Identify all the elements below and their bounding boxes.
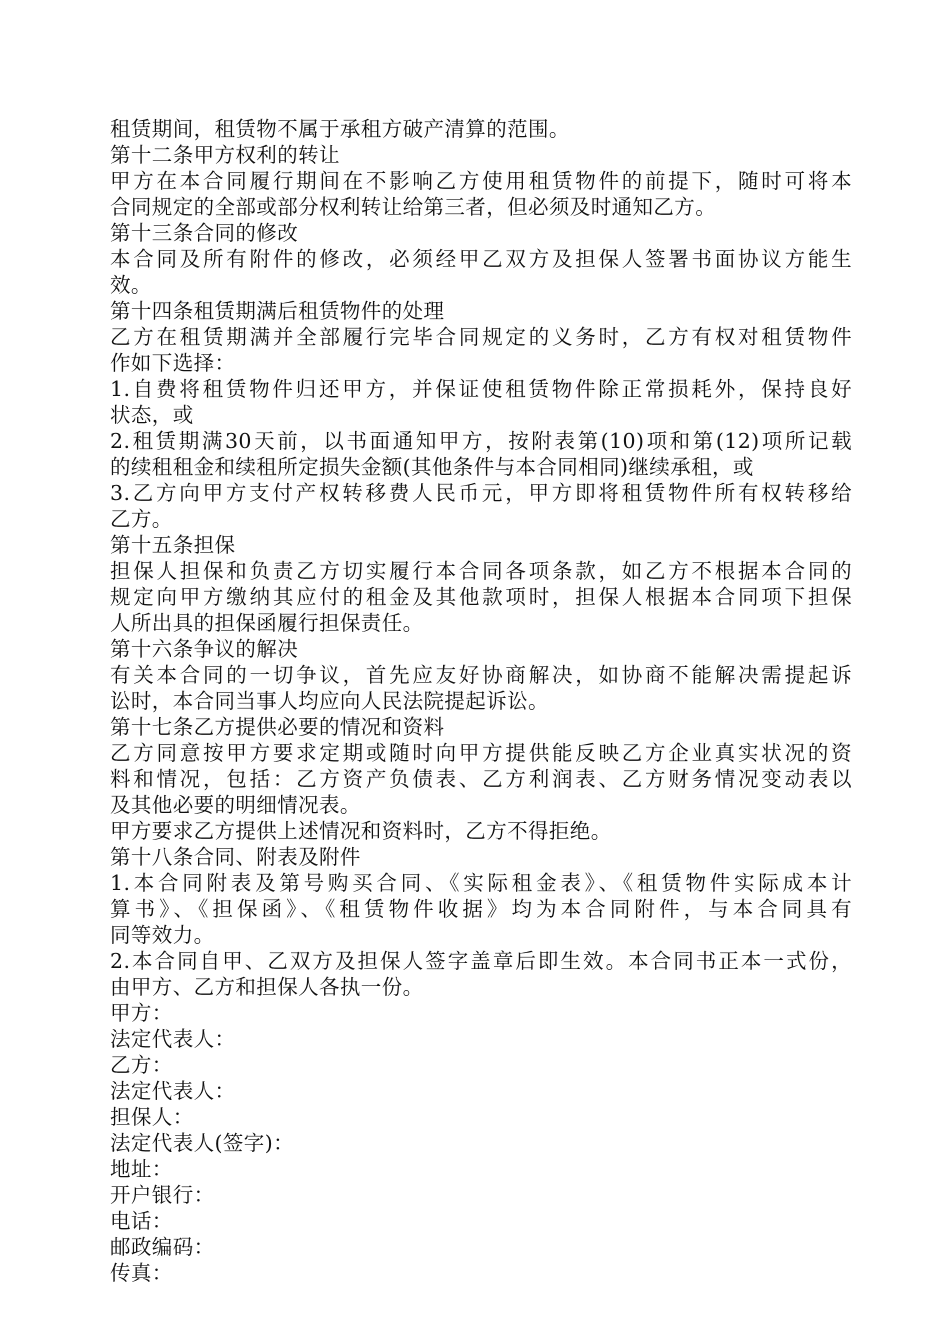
- document-text-line: 第十二条甲方权利的转让: [110, 143, 340, 167]
- document-text-line: 租赁期间，租赁物不属于承租方破产清算的范围。: [110, 117, 570, 141]
- document-text-line: 由甲方、乙方和担保人各执一份。: [110, 975, 424, 999]
- document-text-line: 第十六条争议的解决: [110, 637, 299, 661]
- document-text-line: 作如下选择：: [110, 351, 236, 375]
- document-text-line: 1.自费将租赁物件归还甲方，并保证使租赁物件除正常损耗外，保持良好: [110, 377, 852, 401]
- document-text-line: 第十四条租赁期满后租赁物件的处理: [110, 299, 445, 323]
- document-text-line: 规定向甲方缴纳其应付的租金及其他款项时，担保人根据本合同项下担保: [110, 585, 852, 609]
- document-text-line: 乙方。: [110, 507, 173, 531]
- document-text-line: 电话：: [110, 1209, 173, 1233]
- document-text-line: 同等效力。: [110, 923, 215, 947]
- document-text-line: 效。: [110, 273, 152, 297]
- document-text-line: 担保人担保和负责乙方切实履行本合同各项条款，如乙方不根据本合同的: [110, 559, 852, 583]
- document-text-line: 2.租赁期满30天前，以书面通知甲方，按附表第(10)项和第(12)项所记载: [110, 429, 852, 453]
- document-text-line: 合同规定的全部或部分权利转让给第三者，但必须及时通知乙方。: [110, 195, 717, 219]
- document-text-line: 法定代表人(签字)：: [110, 1131, 294, 1155]
- document-text-line: 乙方同意按甲方要求定期或随时向甲方提供能反映乙方企业真实状况的资: [110, 741, 852, 765]
- document-text-line: 有关本合同的一切争议，首先应友好协商解决，如协商不能解决需提起诉: [110, 663, 852, 687]
- document-text-line: 法定代表人：: [110, 1079, 236, 1103]
- document-text-line: 甲方在本合同履行期间在不影响乙方使用租赁物件的前提下，随时可将本: [110, 169, 852, 193]
- document-text-line: 乙方：: [110, 1053, 173, 1077]
- document-text-line: 1.本合同附表及第号购买合同、《实际租金表》、《租赁物件实际成本计: [110, 871, 852, 895]
- document-text-line: 的续租租金和续租所定损失金额(其他条件与本合同相同)继续承租，或: [110, 455, 754, 479]
- document-text-line: 法定代表人：: [110, 1027, 236, 1051]
- document-text-line: 3.乙方向甲方支付产权转移费人民币元，甲方即将租赁物件所有权转移给: [110, 481, 852, 505]
- document-text-line: 乙方在租赁期满并全部履行完毕合同规定的义务时，乙方有权对租赁物件: [110, 325, 852, 349]
- document-text-line: 第十三条合同的修改: [110, 221, 299, 245]
- document-text-line: 人所出具的担保函履行担保责任。: [110, 611, 424, 635]
- document-text-line: 开户银行：: [110, 1183, 215, 1207]
- document-body: [110, 116, 852, 1286]
- document-text-line: 甲方要求乙方提供上述情况和资料时，乙方不得拒绝。: [110, 819, 612, 843]
- document-text-line: 状态，或: [110, 403, 194, 427]
- document-text-line: 地址：: [110, 1157, 173, 1181]
- document-text-line: 讼时，本合同当事人均应向人民法院提起诉讼。: [110, 689, 549, 713]
- document-text-line: 第十八条合同、附表及附件: [110, 845, 361, 869]
- document-text-line: 及其他必要的明细情况表。: [110, 793, 361, 817]
- document-text-line: 邮政编码：: [110, 1235, 215, 1259]
- document-text-line: 料和情况，包括：乙方资产负债表、乙方利润表、乙方财务情况变动表以: [110, 767, 852, 791]
- document-text-line: 担保人：: [110, 1105, 194, 1129]
- document-text-line: 第十五条担保: [110, 533, 236, 557]
- document-text-line: 第十七条乙方提供必要的情况和资料: [110, 715, 445, 739]
- document-text-line: 算书》、《担保函》、《租赁物件收据》均为本合同附件，与本合同具有: [110, 897, 852, 921]
- document-text-line: 2.本合同自甲、乙双方及担保人签字盖章后即生效。本合同书正本一式份，: [110, 949, 852, 973]
- document-text-line: 本合同及所有附件的修改，必须经甲乙双方及担保人签署书面协议方能生: [110, 247, 852, 271]
- document-text-line: 甲方：: [110, 1001, 173, 1025]
- document-text-line: 传真：: [110, 1261, 173, 1285]
